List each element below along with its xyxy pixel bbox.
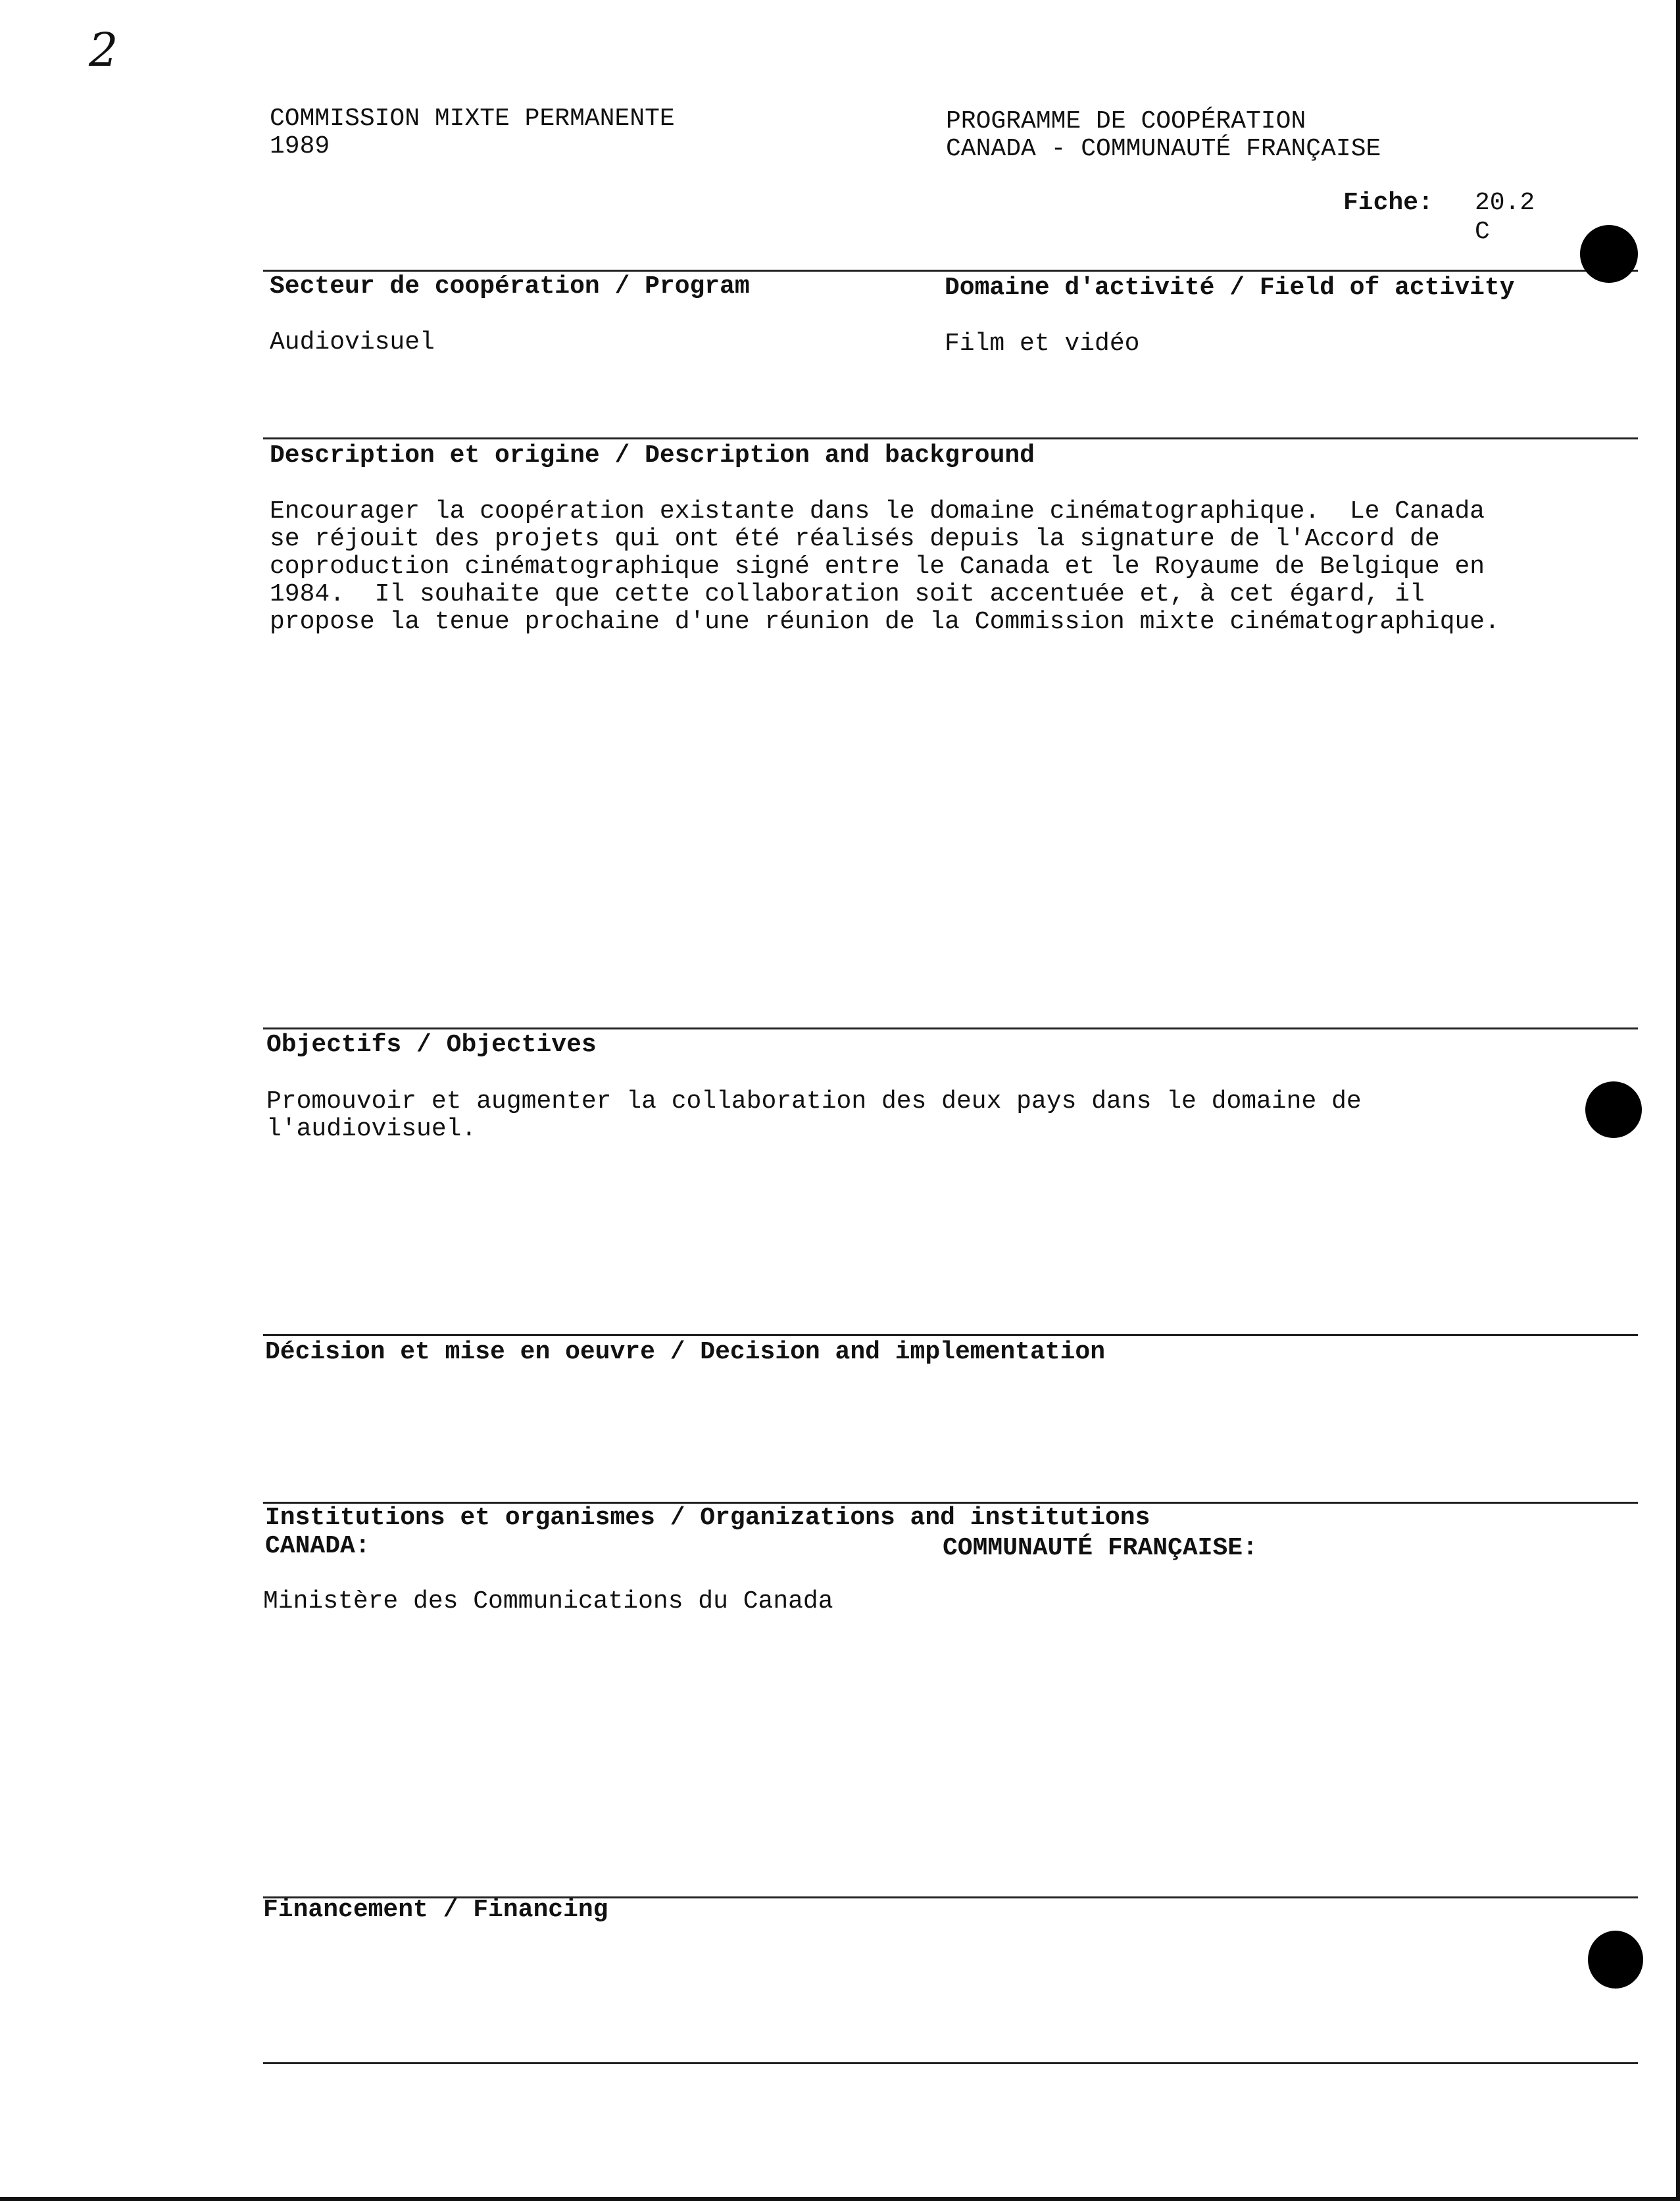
header-right-line2: CANADA - COMMUNAUTÉ FRANÇAISE <box>946 135 1381 163</box>
header-left-year: 1989 <box>270 132 330 161</box>
objectives-label: Objectifs / Objectives <box>266 1031 597 1059</box>
domain-label: Domaine d'activité / Field of activity <box>945 274 1515 302</box>
handwritten-page-number: 2 <box>89 23 118 77</box>
description-label: Description et origine / Description and background <box>270 441 1035 470</box>
communaute-label: COMMUNAUTÉ FRANÇAISE: <box>943 1534 1258 1562</box>
institutions-label: Institutions et organismes / Organizations and institutions <box>265 1504 1150 1532</box>
fiche-sub: C <box>1475 218 1490 246</box>
fiche-label: Fiche: <box>1343 189 1433 217</box>
description-line: se réjouit des projets qui ont été réalisés depuis la signature de l'Accord de <box>270 525 1440 553</box>
punch-hole <box>1580 225 1638 283</box>
sector-value: Audiovisuel <box>270 328 435 357</box>
description-line: 1984. Il souhaite que cette collaboration soit accentuée et, à cet égard, il <box>270 580 1425 608</box>
fiche-number: 20.2 <box>1475 189 1535 217</box>
divider <box>263 1334 1638 1336</box>
canada-institution: Ministère des Communications du Canada <box>263 1587 833 1616</box>
divider <box>263 270 1638 272</box>
divider <box>263 2062 1638 2064</box>
objectives-line: l'audiovisuel. <box>266 1115 477 1143</box>
sector-label: Secteur de coopération / Program <box>270 272 750 301</box>
objectives-line: Promouvoir et augmenter la collaboration des deux pays dans le domaine de <box>266 1087 1362 1116</box>
description-line: coproduction cinématographique signé entre le Canada et le Royaume de Belgique en <box>270 553 1485 581</box>
header-left-line1: COMMISSION MIXTE PERMANENTE <box>270 105 675 133</box>
description-line: Encourager la coopération existante dans le domaine cinématographique. Le Canada <box>270 497 1485 526</box>
punch-hole <box>1585 1081 1642 1138</box>
financing-label: Financement / Financing <box>263 1896 608 1924</box>
domain-value: Film et vidéo <box>945 330 1140 358</box>
description-line: propose la tenue prochaine d'une réunion de la Commission mixte cinématographique. <box>270 608 1500 636</box>
punch-hole <box>1588 1931 1643 1989</box>
divider <box>263 1027 1638 1029</box>
header-right-line1: PROGRAMME DE COOPÉRATION <box>946 107 1306 136</box>
scan-edge <box>1676 0 1680 2201</box>
scan-edge <box>0 2197 1680 2201</box>
decision-label: Décision et mise en oeuvre / Decision and implementation <box>265 1338 1106 1366</box>
divider <box>263 437 1638 439</box>
canada-label: CANADA: <box>265 1532 370 1560</box>
